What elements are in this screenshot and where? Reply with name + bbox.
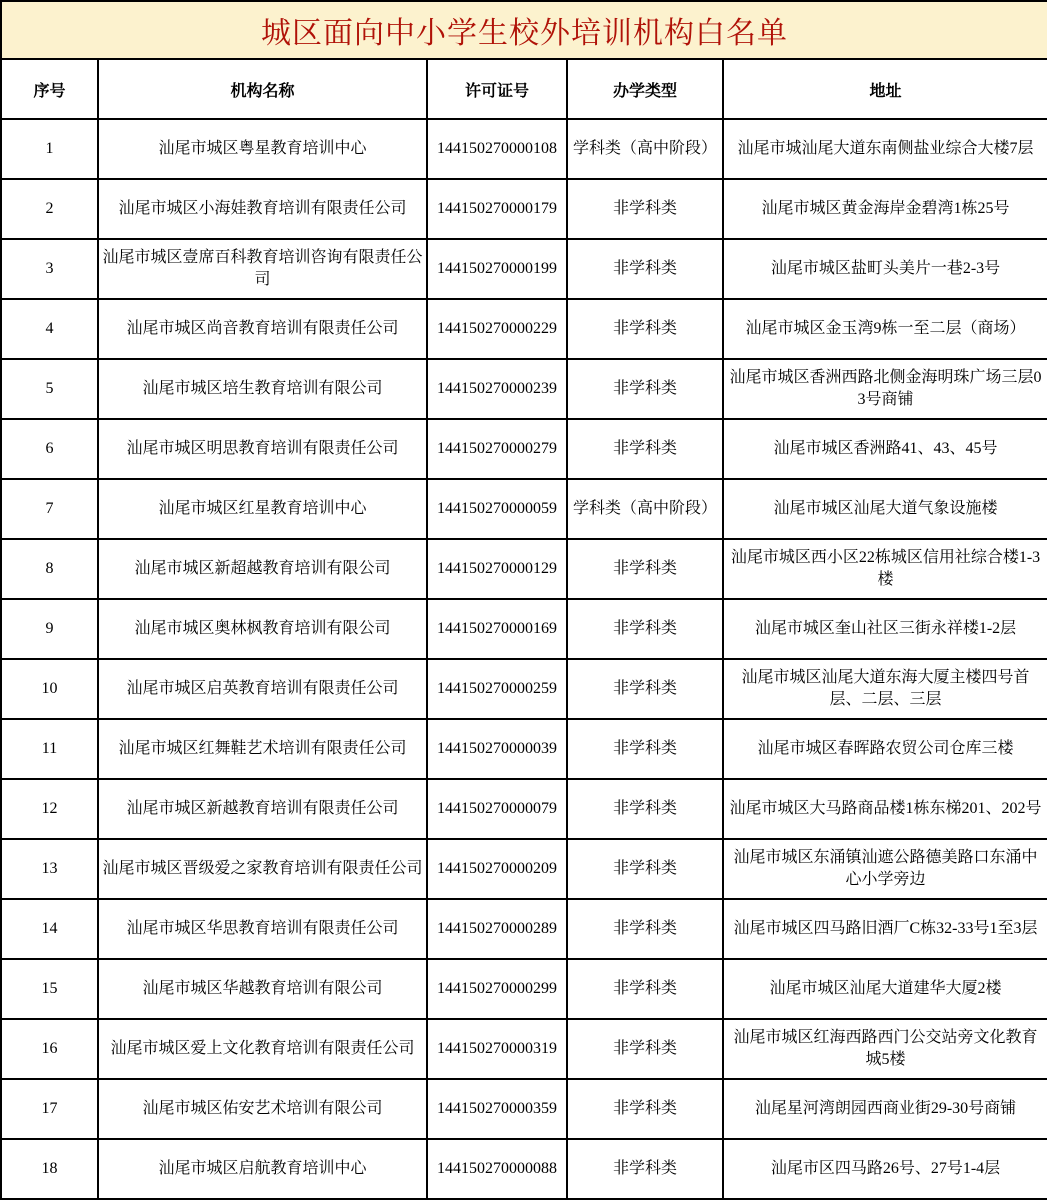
school-type: 非学科类: [567, 839, 723, 899]
license-number: 144150270000319: [427, 1019, 567, 1079]
institution-name: 汕尾市城区红星教育培训中心: [98, 479, 427, 539]
license-number: 144150270000299: [427, 959, 567, 1019]
column-header-type: 办学类型: [567, 59, 723, 119]
row-index: 14: [1, 899, 98, 959]
license-number: 144150270000199: [427, 239, 567, 299]
page-title: 城区面向中小学生校外培训机构白名单: [1, 1, 1047, 59]
institution-name: 汕尾市城区壹席百科教育培训咨询有限责任公司: [98, 239, 427, 299]
institution-name: 汕尾市城区尚音教育培训有限责任公司: [98, 299, 427, 359]
institution-name: 汕尾市城区奥林枫教育培训有限公司: [98, 599, 427, 659]
school-type: 非学科类: [567, 599, 723, 659]
institution-name: 汕尾市城区明思教育培训有限责任公司: [98, 419, 427, 479]
row-index: 17: [1, 1079, 98, 1139]
address: 汕尾市城区汕尾大道东海大厦主楼四号首层、二层、三层: [723, 659, 1047, 719]
license-number: 144150270000039: [427, 719, 567, 779]
institution-name: 汕尾市城区培生教育培训有限公司: [98, 359, 427, 419]
address: 汕尾市城区汕尾大道气象设施楼: [723, 479, 1047, 539]
table-row: [1, 959, 1047, 1019]
license-number: 144150270000169: [427, 599, 567, 659]
school-type: 非学科类: [567, 959, 723, 1019]
column-header-name: 机构名称: [98, 59, 427, 119]
address: 汕尾市城区黄金海岸金碧湾1栋25号: [723, 179, 1047, 239]
address: 汕尾市城区金玉湾9栋一至二层（商场）: [723, 299, 1047, 359]
row-index: 12: [1, 779, 98, 839]
institution-name: 汕尾市城区启航教育培训中心: [98, 1139, 427, 1199]
school-type: 非学科类: [567, 659, 723, 719]
row-index: 8: [1, 539, 98, 599]
address: 汕尾市城区西小区22栋城区信用社综合楼1-3楼: [723, 539, 1047, 599]
table-row: [1, 1079, 1047, 1139]
title-row: [1, 1, 1047, 59]
address: 汕尾市城区红海西路西门公交站旁文化教育城5楼: [723, 1019, 1047, 1079]
table-row: [1, 1139, 1047, 1199]
row-index: 4: [1, 299, 98, 359]
school-type: 非学科类: [567, 719, 723, 779]
row-index: 10: [1, 659, 98, 719]
license-number: 144150270000289: [427, 899, 567, 959]
institution-name: 汕尾市城区小海娃教育培训有限责任公司: [98, 179, 427, 239]
row-index: 3: [1, 239, 98, 299]
table-row: [1, 359, 1047, 419]
table-row: [1, 719, 1047, 779]
row-index: 6: [1, 419, 98, 479]
header-row: [1, 59, 1047, 119]
row-index: 5: [1, 359, 98, 419]
address: 汕尾市城区香洲西路北侧金海明珠广场三层03号商铺: [723, 359, 1047, 419]
institution-name: 汕尾市城区华越教育培训有限公司: [98, 959, 427, 1019]
institution-name: 汕尾市城区启英教育培训有限责任公司: [98, 659, 427, 719]
license-number: 144150270000259: [427, 659, 567, 719]
license-number: 144150270000179: [427, 179, 567, 239]
school-type: 非学科类: [567, 359, 723, 419]
school-type: 非学科类: [567, 419, 723, 479]
table-row: [1, 659, 1047, 719]
address: 汕尾市区四马路26号、27号1-4层: [723, 1139, 1047, 1199]
license-number: 144150270000088: [427, 1139, 567, 1199]
address: 汕尾市城区四马路旧酒厂C栋32-33号1至3层: [723, 899, 1047, 959]
row-index: 16: [1, 1019, 98, 1079]
license-number: 144150270000359: [427, 1079, 567, 1139]
institution-name: 汕尾市城区爱上文化教育培训有限责任公司: [98, 1019, 427, 1079]
school-type: 非学科类: [567, 539, 723, 599]
table-row: [1, 239, 1047, 299]
table-row: [1, 299, 1047, 359]
address: 汕尾市城区东涌镇汕遮公路德美路口东涌中心小学旁边: [723, 839, 1047, 899]
school-type: 学科类（高中阶段）: [567, 479, 723, 539]
address: 汕尾市城区奎山社区三街永祥楼1-2层: [723, 599, 1047, 659]
institution-name: 汕尾市城区粤星教育培训中心: [98, 119, 427, 179]
address: 汕尾市城区春晖路农贸公司仓库三楼: [723, 719, 1047, 779]
column-header-index: 序号: [1, 59, 98, 119]
row-index: 18: [1, 1139, 98, 1199]
row-index: 13: [1, 839, 98, 899]
school-type: 非学科类: [567, 299, 723, 359]
row-index: 15: [1, 959, 98, 1019]
school-type: 非学科类: [567, 1019, 723, 1079]
table-row: [1, 539, 1047, 599]
table-row: [1, 839, 1047, 899]
school-type: 非学科类: [567, 179, 723, 239]
license-number: 144150270000129: [427, 539, 567, 599]
institution-name: 汕尾市城区新越教育培训有限责任公司: [98, 779, 427, 839]
license-number: 144150270000079: [427, 779, 567, 839]
table-row: [1, 179, 1047, 239]
school-type: 学科类（高中阶段）: [567, 119, 723, 179]
address: 汕尾市城汕尾大道东南侧盐业综合大楼7层: [723, 119, 1047, 179]
address: 汕尾市城区大马路商品楼1栋东梯201、202号: [723, 779, 1047, 839]
address: 汕尾星河湾朗园西商业街29-30号商铺: [723, 1079, 1047, 1139]
license-number: 144150270000279: [427, 419, 567, 479]
row-index: 9: [1, 599, 98, 659]
institution-name: 汕尾市城区华思教育培训有限责任公司: [98, 899, 427, 959]
address: 汕尾市城区香洲路41、43、45号: [723, 419, 1047, 479]
school-type: 非学科类: [567, 1079, 723, 1139]
school-type: 非学科类: [567, 239, 723, 299]
row-index: 2: [1, 179, 98, 239]
institution-name: 汕尾市城区红舞鞋艺术培训有限责任公司: [98, 719, 427, 779]
row-index: 7: [1, 479, 98, 539]
column-header-license: 许可证号: [427, 59, 567, 119]
license-number: 144150270000239: [427, 359, 567, 419]
table-row: [1, 599, 1047, 659]
table-row: [1, 779, 1047, 839]
license-number: 144150270000059: [427, 479, 567, 539]
table-row: [1, 479, 1047, 539]
row-index: 11: [1, 719, 98, 779]
institution-name: 汕尾市城区新超越教育培训有限公司: [98, 539, 427, 599]
table-row: [1, 1019, 1047, 1079]
address: 汕尾市城区汕尾大道建华大厦2楼: [723, 959, 1047, 1019]
table-row: [1, 899, 1047, 959]
column-header-address: 地址: [723, 59, 1047, 119]
school-type: 非学科类: [567, 779, 723, 839]
school-type: 非学科类: [567, 899, 723, 959]
table-row: [1, 119, 1047, 179]
license-number: 144150270000108: [427, 119, 567, 179]
table-row: [1, 419, 1047, 479]
license-number: 144150270000229: [427, 299, 567, 359]
institution-name: 汕尾市城区佑安艺术培训有限公司: [98, 1079, 427, 1139]
address: 汕尾市城区盐町头美片一巷2-3号: [723, 239, 1047, 299]
school-type: 非学科类: [567, 1139, 723, 1199]
institution-name: 汕尾市城区晋级爱之家教育培训有限责任公司: [98, 839, 427, 899]
row-index: 1: [1, 119, 98, 179]
license-number: 144150270000209: [427, 839, 567, 899]
